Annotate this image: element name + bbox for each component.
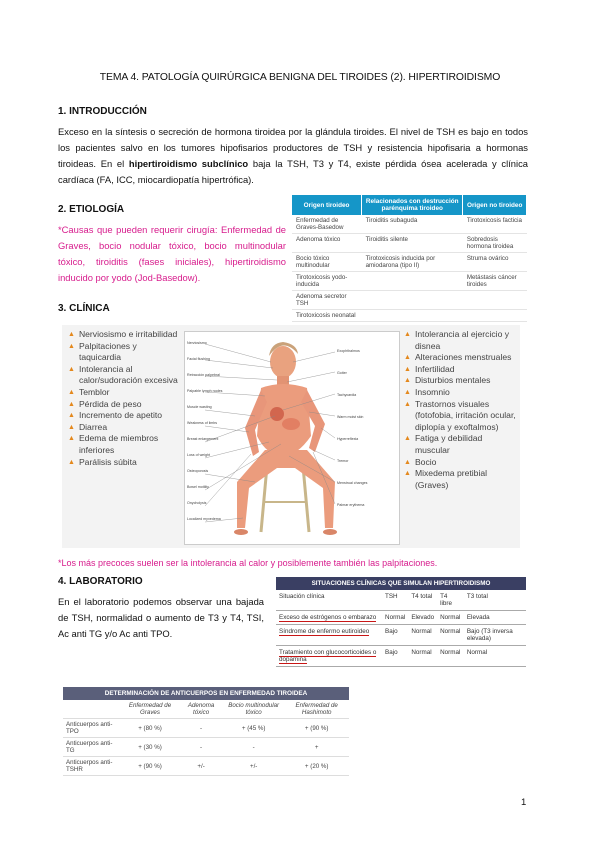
etio-header: Origen no tiroideo [463, 195, 527, 215]
intro-bold-term: hipertiroidismo subclínico [128, 158, 249, 169]
bullet-icon: ▲ [68, 400, 75, 408]
anti-cell: + (90 %) [121, 757, 180, 776]
heading-laboratorio: 4. LABORATORIO [58, 576, 143, 587]
symptom-item [68, 457, 180, 469]
figure-label: Warm moist skin [337, 415, 364, 419]
bullet-icon: ▲ [68, 388, 75, 396]
clinica-note: *Los más precoces suelen ser la intolerancia al calor y posiblemente también las palpitaciones. [58, 558, 438, 568]
paragraph-laboratorio: En el laboratorio podemos observar una bajada de TSH, normalidad o aumento de T3 y T4, TSI, Ac anti TG y/o Ac anti TPO. [58, 596, 264, 639]
etio-header: Relacionados con destrucción parénquima tiroideo [362, 195, 463, 215]
lab-cell [276, 625, 382, 646]
etio-row [292, 310, 527, 322]
figure-label: Onycholysis [187, 501, 207, 505]
etio-cell: Sobredosis hormona tiroidea [463, 234, 527, 253]
etio-row [292, 272, 527, 291]
etio-cell: Adenoma tóxico [292, 234, 362, 253]
anti-cell: - [179, 719, 223, 738]
anticuerpos-table [63, 687, 349, 776]
symptom-label: Palpitaciones y taquicardia [78, 340, 137, 363]
symptom-item [68, 399, 180, 411]
symptom-label: Diarrea [78, 421, 108, 432]
lab-row [276, 646, 526, 667]
figure-label: Facial flushing [187, 357, 210, 361]
lab-header: Situación clínica [276, 590, 382, 611]
heading-introduccion: 1. INTRODUCCIÓN [58, 106, 147, 117]
figure-label: Muscle wasting [187, 405, 212, 409]
symptom-label: Incremento de apetito [78, 410, 163, 421]
bullet-icon: ▲ [68, 423, 75, 431]
etio-row [292, 291, 527, 310]
symptom-label: Fatiga y debilidad muscular [414, 433, 483, 455]
etio-header: Origen tiroideo [292, 195, 362, 215]
clinica-left-list [68, 329, 180, 468]
bullet-icon: ▲ [404, 331, 411, 338]
page-number: 1 [521, 797, 527, 808]
lab-cell: Bajo [382, 625, 408, 646]
anti-cell: +/- [223, 757, 285, 776]
figure-label: Hyperreflexia [337, 437, 359, 441]
bullet-icon: ▲ [404, 377, 411, 385]
lab-cell: Bajo [382, 646, 408, 667]
symptom-label: Insomnio [414, 386, 450, 397]
lab-cell: Normal [437, 611, 464, 625]
lab-situacion: Tratamiento con glucocorticoides o dopamina [279, 649, 377, 663]
bullet-icon: ▲ [68, 458, 75, 466]
figure-label: Menstrual changes [337, 481, 368, 485]
etio-cell [362, 291, 463, 310]
figure-label: Palmar erythema [337, 503, 365, 507]
anti-header: Adenoma tóxico [179, 700, 223, 719]
symptom-label: Trastornos visuales (fotofobia, irritación ocular, diplopía y exoftalmos) [414, 398, 516, 432]
anti-cell: + (45 %) [223, 719, 285, 738]
symptom-item [404, 457, 518, 469]
anti-cell: + [284, 738, 349, 757]
etio-cell: Adenoma secretor TSH [292, 291, 362, 310]
bullet-icon: ▲ [404, 435, 411, 443]
intro-text-2: baja la TSH, T3 y T4, existe pérdida ósea acelerada y clínica cardíaca (FA, ICC, miocardiopatía hipertrófica). [58, 158, 529, 185]
symptom-label: Disturbios mentales [414, 375, 491, 386]
bullet-icon: ▲ [404, 458, 411, 466]
symptom-item [404, 352, 518, 364]
anti-header: Enfermedad de Graves [121, 700, 180, 719]
lab-header: T4 total [408, 590, 437, 611]
heading-etiologia: 2. ETIOLOGÍA [58, 204, 125, 215]
anti-cell: Anticuerpos anti-TG [63, 738, 121, 757]
lab-cell: Normal [437, 625, 464, 646]
symptom-item [404, 468, 518, 491]
etio-row [292, 253, 527, 272]
etiologia-causas: *Causas que pueden requerir cirugía: Enfermedad de Graves, bocio nodular tóxico, bocio multinodular tóxico, tiroiditis (fases iniciales), hipertiroidismo inducido por yodo (Jod-Basedow). [58, 224, 286, 283]
heading-clinica: 3. CLÍNICA [58, 303, 110, 314]
etio-cell: Tiroiditis subaguda [362, 215, 463, 234]
etio-cell: Tirotoxicosis yodo-inducida [292, 272, 362, 291]
symptom-label: Parálisis súbita [78, 456, 137, 467]
lab-cell: Normal [437, 646, 464, 667]
etio-row [292, 215, 527, 234]
symptom-label: Alteraciones menstruales [414, 352, 512, 363]
anti-cell: + (90 %) [284, 719, 349, 738]
symptom-item [404, 433, 518, 456]
etio-cell: Enfermedad de Graves-Basedow [292, 215, 362, 234]
anti-cell: +/- [179, 757, 223, 776]
lab-cell: Bajo (T3 inversa elevada) [464, 625, 526, 646]
figure-label: Goiter [337, 371, 347, 375]
bullet-icon: ▲ [404, 354, 411, 362]
etiologia-table [292, 195, 527, 322]
bullet-icon: ▲ [404, 470, 411, 478]
lab-cell: Elevada [464, 611, 526, 625]
figure-label: Retracción palpebral [187, 373, 220, 377]
symptom-label: Edema de miembros inferiores [78, 433, 159, 455]
lab-header: T3 total [464, 590, 526, 611]
bullet-icon: ▲ [68, 331, 75, 338]
symptom-item [68, 364, 180, 387]
hipertiroidismo-simulado-table [276, 577, 526, 667]
anti-cell: - [179, 738, 223, 757]
bullet-icon: ▲ [404, 365, 411, 373]
symptom-item [68, 387, 180, 399]
etio-cell: Tiroiditis silente [362, 234, 463, 253]
figure-label: Palpable lymph nodes [187, 389, 223, 393]
bullet-icon: ▲ [68, 342, 75, 350]
symptom-item [404, 329, 518, 352]
symptom-label: Mixedema pretibial (Graves) [414, 468, 488, 490]
symptom-item [68, 433, 180, 456]
symptom-label: Pérdida de peso [78, 398, 142, 409]
figure-label: Breast enlargement [187, 437, 219, 441]
etio-cell: Tirotoxicosis facticia [463, 215, 527, 234]
figure-label: Loss of weight [187, 453, 210, 457]
lab-cell: Normal [382, 611, 408, 625]
page-title: TEMA 4. PATOLOGÍA QUIRÚRGICA BENIGNA DEL TIROIDES (2). HIPERTIROIDISMO [99, 72, 501, 83]
symptom-item [404, 375, 518, 387]
etio-cell: Tirotoxicosis neonatal [292, 310, 362, 322]
etio-cell [463, 291, 527, 310]
anti-row [63, 719, 349, 738]
symptom-item [404, 399, 518, 434]
intro-text-1: Exceso en la síntesis o secreción de hormona tiroidea por la glándula tiroides. El nivel de TSH es bajo en todos los pacientes salvo en los tumores hipofisarios productores de TSH y resistencia hipofisaria a hormonas tiroideas. En el [58, 126, 528, 169]
hyperthyroid-body-illustration [184, 331, 400, 545]
etio-cell: Tirotoxicosis inducida por amiodarona (tipo II) [362, 253, 463, 272]
anti-header: Enfermedad de Hashimoto [284, 700, 349, 719]
bullet-icon: ▲ [404, 400, 411, 408]
symptom-label: Infertilidad [414, 363, 455, 374]
figure-label: Bowel motility [187, 485, 209, 489]
figure-label: Tremor [337, 459, 349, 463]
lab-header: T4 libre [437, 590, 464, 611]
lab-cell: Normal [408, 625, 437, 646]
paragraph-introduccion [58, 124, 528, 188]
anti-row [63, 757, 349, 776]
anti-table-caption: DETERMINACIÓN DE ANTICUERPOS EN ENFERMEDAD TIROIDEA [63, 687, 349, 700]
anti-header: Bocio multinodular tóxico [223, 700, 285, 719]
anti-cell: Anticuerpos anti-TPO [63, 719, 121, 738]
symptom-item [404, 387, 518, 399]
etio-row [292, 234, 527, 253]
anti-cell: - [223, 738, 285, 757]
bullet-icon: ▲ [404, 388, 411, 396]
anti-cell: + (20 %) [284, 757, 349, 776]
bullet-icon: ▲ [68, 365, 75, 373]
lab-situacion: Exceso de estrógenos o embarazo [279, 614, 377, 621]
lab-row [276, 611, 526, 625]
symptom-item [68, 341, 180, 364]
symptom-item [404, 364, 518, 376]
etio-cell: Bocio tóxico multinodular [292, 253, 362, 272]
clinica-right-list [404, 329, 518, 491]
symptom-label: Intolerancia al ejercicio y disnea [414, 329, 510, 351]
etio-cell [362, 310, 463, 322]
figure-label: Localized myxedema [187, 517, 221, 521]
anti-cell: + (30 %) [121, 738, 180, 757]
clinica-figure [62, 325, 520, 548]
lab-cell [276, 646, 382, 667]
lab-cell: Normal [464, 646, 526, 667]
anti-row [63, 738, 349, 757]
lab-row [276, 625, 526, 646]
lab-cell [276, 611, 382, 625]
etio-cell [362, 272, 463, 291]
anti-cell: + (80 %) [121, 719, 180, 738]
etio-cell: Metástasis cáncer tiroides [463, 272, 527, 291]
bullet-icon: ▲ [68, 412, 75, 420]
symptom-item [68, 422, 180, 434]
figure-label: Exophthalmos [337, 349, 360, 353]
bullet-icon: ▲ [68, 435, 75, 443]
etio-cell: Struma ovárico [463, 253, 527, 272]
anti-header [63, 700, 121, 719]
symptom-item [68, 329, 180, 341]
symptom-label: Intolerancia al calor/sudoración excesiva [78, 363, 178, 386]
symptom-label: Temblor [78, 386, 110, 397]
figure-label: Weakness of limbs [187, 421, 218, 425]
figure-label: Osteoporosis [187, 469, 209, 473]
lab-situacion: Síndrome de enfermo eutiroideo [279, 628, 370, 635]
symptom-label: Nerviosismo e irritabilidad [78, 329, 178, 339]
anti-cell: Anticuerpos anti-TSHR [63, 757, 121, 776]
lab-header: TSH [382, 590, 408, 611]
etio-cell [463, 310, 527, 322]
lab-cell: Elevado [408, 611, 437, 625]
lab-table-caption: SITUACIONES CLÍNICAS QUE SIMULAN HIPERTIROIDISMO [276, 577, 526, 590]
lab-cell: Normal [408, 646, 437, 667]
symptom-label: Bocio [414, 456, 437, 467]
figure-label: Nerviosismo [187, 341, 207, 345]
figure-label: Tachycardia [337, 393, 357, 397]
symptom-item [68, 410, 180, 422]
